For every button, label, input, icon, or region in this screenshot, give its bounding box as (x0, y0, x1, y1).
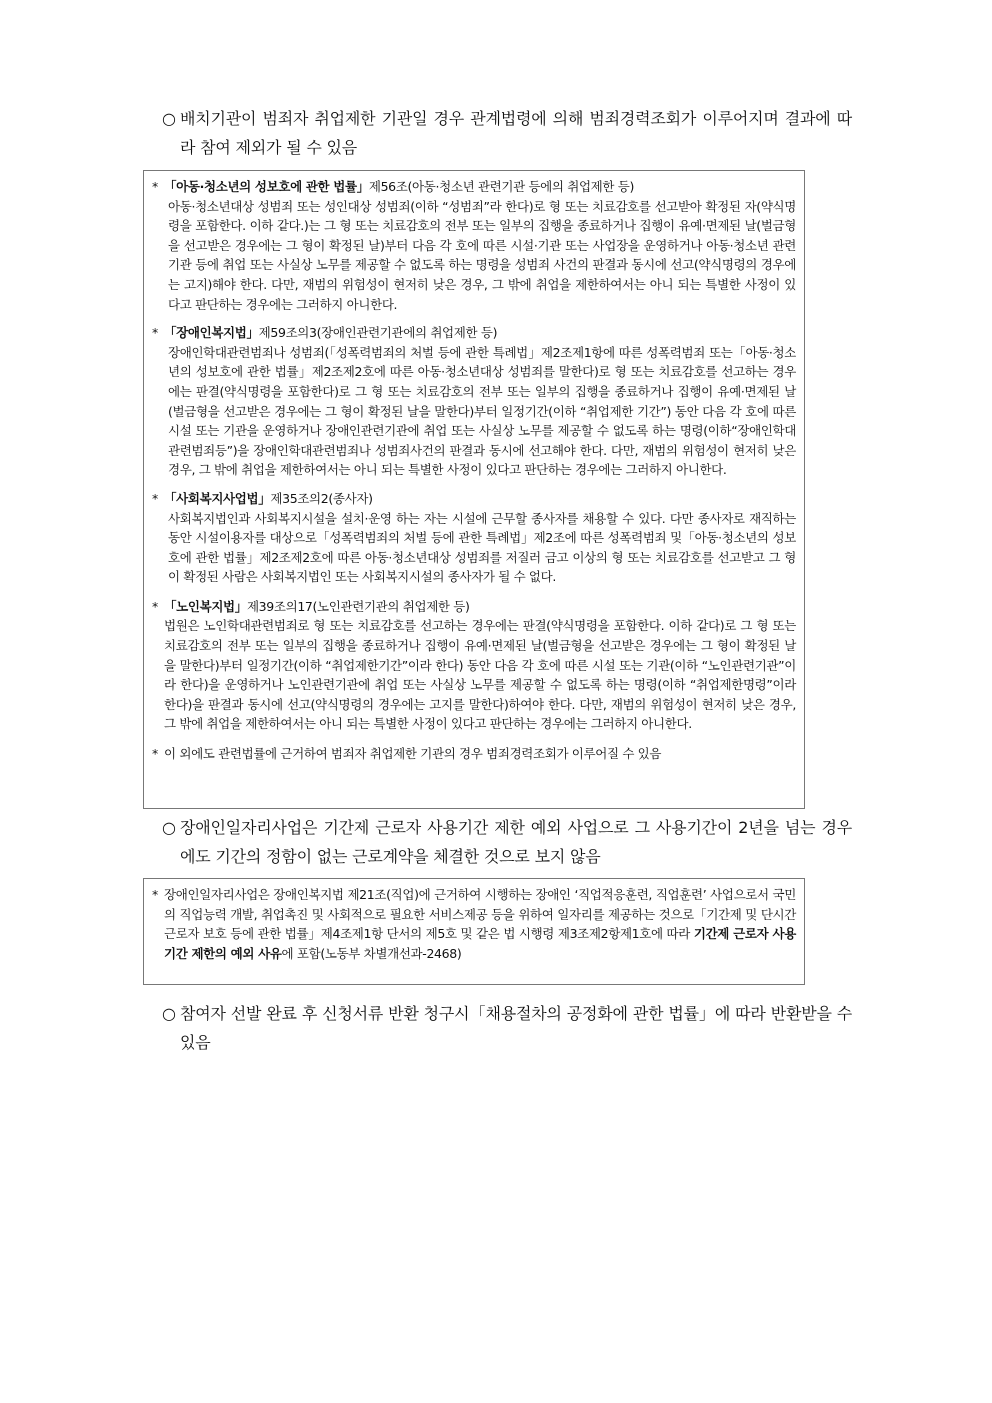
law-references-box (143, 170, 805, 809)
notice-text-3: 참여자 선발 완료 후 신청서류 반환 청구시「채용절차의 공정화에 관한 법률」에 따라 반환받을 수 있음 (180, 1004, 852, 1052)
notice-text-2: 장애인일자리사업은 기간제 근로자 사용기간 제한 예외 사업으로 그 사용기간이 2년을 넘는 경우에도 기간의 정함이 없는 근로계약을 체결한 것으로 보지 않음 (180, 818, 852, 866)
law-note-1 (152, 177, 796, 314)
asterisk-icon: * (152, 179, 158, 194)
closing-note (152, 744, 796, 764)
law-article: 제39조의17(노인관련기관의 취업제한 등) (246, 598, 470, 614)
notice-text-1: 배치기관이 범죄자 취업제한 기관일 경우 관계법령에 의해 범죄경력조회가 이루어지며 결과에 따라 참여 제외가 될 수 있음 (180, 109, 852, 157)
asterisk-icon: * (152, 887, 158, 902)
notice-paragraph-3 (162, 999, 852, 1057)
circle-bullet-icon: ○ (162, 1004, 176, 1023)
law-note-3 (152, 489, 796, 587)
asterisk-icon: * (152, 598, 158, 614)
law-name: 「아동·청소년의 성보호에 관한 법률」 (164, 179, 369, 194)
law-body: 사회복지법인과 사회복지시설을 설치·운영 하는 자는 시설에 근무할 종사자를 채용할 수 있다. 다만 종사자로 재직하는 동안 시설이용자를 대상으로「성폭력범죄의 처벌 등에 관한 특례법」제2조에 따른 성폭력범죄 및「아동·청소년의 성보호에 관한 법률」제2조제2호에 따른 아동·청소년대상 성범죄를 저질러 금고 이상의 형 또는 치료감호를 선고받고 그 형이 확정된 사람은 사회복지법인 또는 사회복지시설의 종사자가 될 수 없다. (168, 510, 796, 585)
law-note-2 (152, 323, 796, 480)
law-note-4 (152, 597, 796, 734)
exception-highlight: 기간제 근로자 사용기간 제한의 예외 사유 (164, 926, 796, 961)
exception-text-end: 에 포함(노동부 차별개선과-2468) (281, 945, 462, 961)
exception-text: 장애인일자리사업은 장애인복지법 제21조(직업)에 근거하여 시행하는 장애인 ‘직업적응훈련, 직업훈련’ 사업으로서 국민의 직업능력 개발, 취업촉진 및 사회적으로 필요한 서비스제공 등을 위하여 일자리를 제공하는 것으로「기간제 및 단시간근로자 보호 등에 관한 법률」제4조제1항 단서의 제5호 및 같은 법 시행령 제3조제2항제1호에 따라 (164, 887, 796, 942)
law-body: 아동·청소년대상 성범죄 또는 성인대상 성범죄(이하 “성범죄”라 한다)로 형 또는 치료감호를 선고받아 확정된 자(약식명령을 포함한다. 이하 같다.)는 그 형 또는 치료감호의 전부 또는 일부의 집행을 종료하거나 집행이 유예·면제된 날(벌금형을 선고받은 경우에는 그 형이 확정된 날)부터 다음 각 호에 따른 시설·기관 또는 사업장을 운영하거나 아동·청소년 관련기관 등에 취업 또는 사실상 노무를 제공할 수 없도록 하는 명령을 성범죄 사건의 판결과 동시에 선고(약식명령의 경우에는 고지)해야 한다. 다만, 재범의 위험성이 현저히 낮은 경우, 그 밖에 취업을 제한하여서는 아니 되는 특별한 사정이 있다고 판단하는 경우에는 그러하지 아니한다. (168, 198, 796, 312)
law-name: 「노인복지법」 (164, 598, 247, 614)
asterisk-icon: * (152, 746, 158, 762)
law-body: 법원은 노인학대관련범죄로 형 또는 치료감호를 선고하는 경우에는 판결(약식명령을 포함한다. 이하 같다)로 그 형 또는 치료감호의 전부 또는 일부의 집행을 종료하거나 집행이 유예·면제된 날(벌금형을 선고받은 경우에는 그 형이 확정된 날을 말한다)부터 일정기간(이하 “취업제한기간”이라 한다) 동안 다음 각 호에 따른 시설 또는 기관(이하 “노인관련기관”이라 한다)을 운영하거나 노인관련기관에 취업 또는 사실상 노무를 제공할 수 없도록 하는 명령(이하 “취업제한명령”이라 한다)을 판결과 동시에 선고(약식명령의 경우에는 고지를 말한다)하여야 한다. 다만, 재범의 위험성이 현저히 낮은 경우, 그 밖에 취업을 제한하여서는 아니 되는 특별한 사정이 있다고 판단하는 경우에는 그러하지 아니한다. (164, 618, 796, 732)
exception-note-box (143, 878, 805, 985)
law-name: 「사회복지사업법」 (164, 490, 271, 506)
law-body: 장애인학대관련범죄나 성범죄(「성폭력범죄의 처벌 등에 관한 특례법」제2조제1항에 따른 성폭력범죄 또는「아동·청소년의 성보호에 관한 법률」제2조제2호에 따른 아동·청소년대상 성범죄를 말한다)로 형 또는 치료감호를 선고하는 경우에는 판결(약식명령을 포함한다)로 그 형 또는 치료감호의 전부 또는 일부의 집행을 종료하거나 집행이 유예·면제된 날(벌금형을 선고받은 경우에는 그 형이 확정된 날을 말한다)부터 일정기간(이하 “취업제한 기간”) 동안 다음 각 호에 따른 시설 또는 기관을 운영하거나 장애인관련기관에 취업 또는 사실상 노무를 제공할 수 없도록 하는 명령(이하“장애인학대관련범죄등”)을 장애인학대관련범죄나 성범죄사건의 판결과 동시에 선고해야 한다. 다만, 재범의 위험성이 현저히 낮은 경우, 그 밖에 취업을 제한하여서는 아니 되는 특별한 사정이 있다고 판단하는 경우에는 그러하지 아니한다. (168, 344, 796, 478)
asterisk-icon: * (152, 490, 158, 506)
notice-paragraph-1 (162, 104, 852, 162)
law-article: 제59조의3(장애인관련기관에의 취업제한 등) (258, 325, 498, 341)
exception-note (152, 885, 796, 963)
law-article: 제35조의2(종사자) (270, 490, 373, 506)
law-article: 제56조(아동·청소년 관련기관 등에의 취업제한 등) (368, 179, 635, 194)
law-name: 「장애인복지법」 (164, 325, 259, 341)
notice-paragraph-2 (162, 813, 852, 871)
circle-bullet-icon: ○ (162, 109, 176, 128)
asterisk-icon: * (152, 325, 158, 341)
circle-bullet-icon: ○ (162, 818, 176, 837)
closing-note-text: 이 외에도 관련법률에 근거하여 범죄자 취업제한 기관의 경우 범죄경력조회가 이루어질 수 있음 (164, 746, 662, 762)
